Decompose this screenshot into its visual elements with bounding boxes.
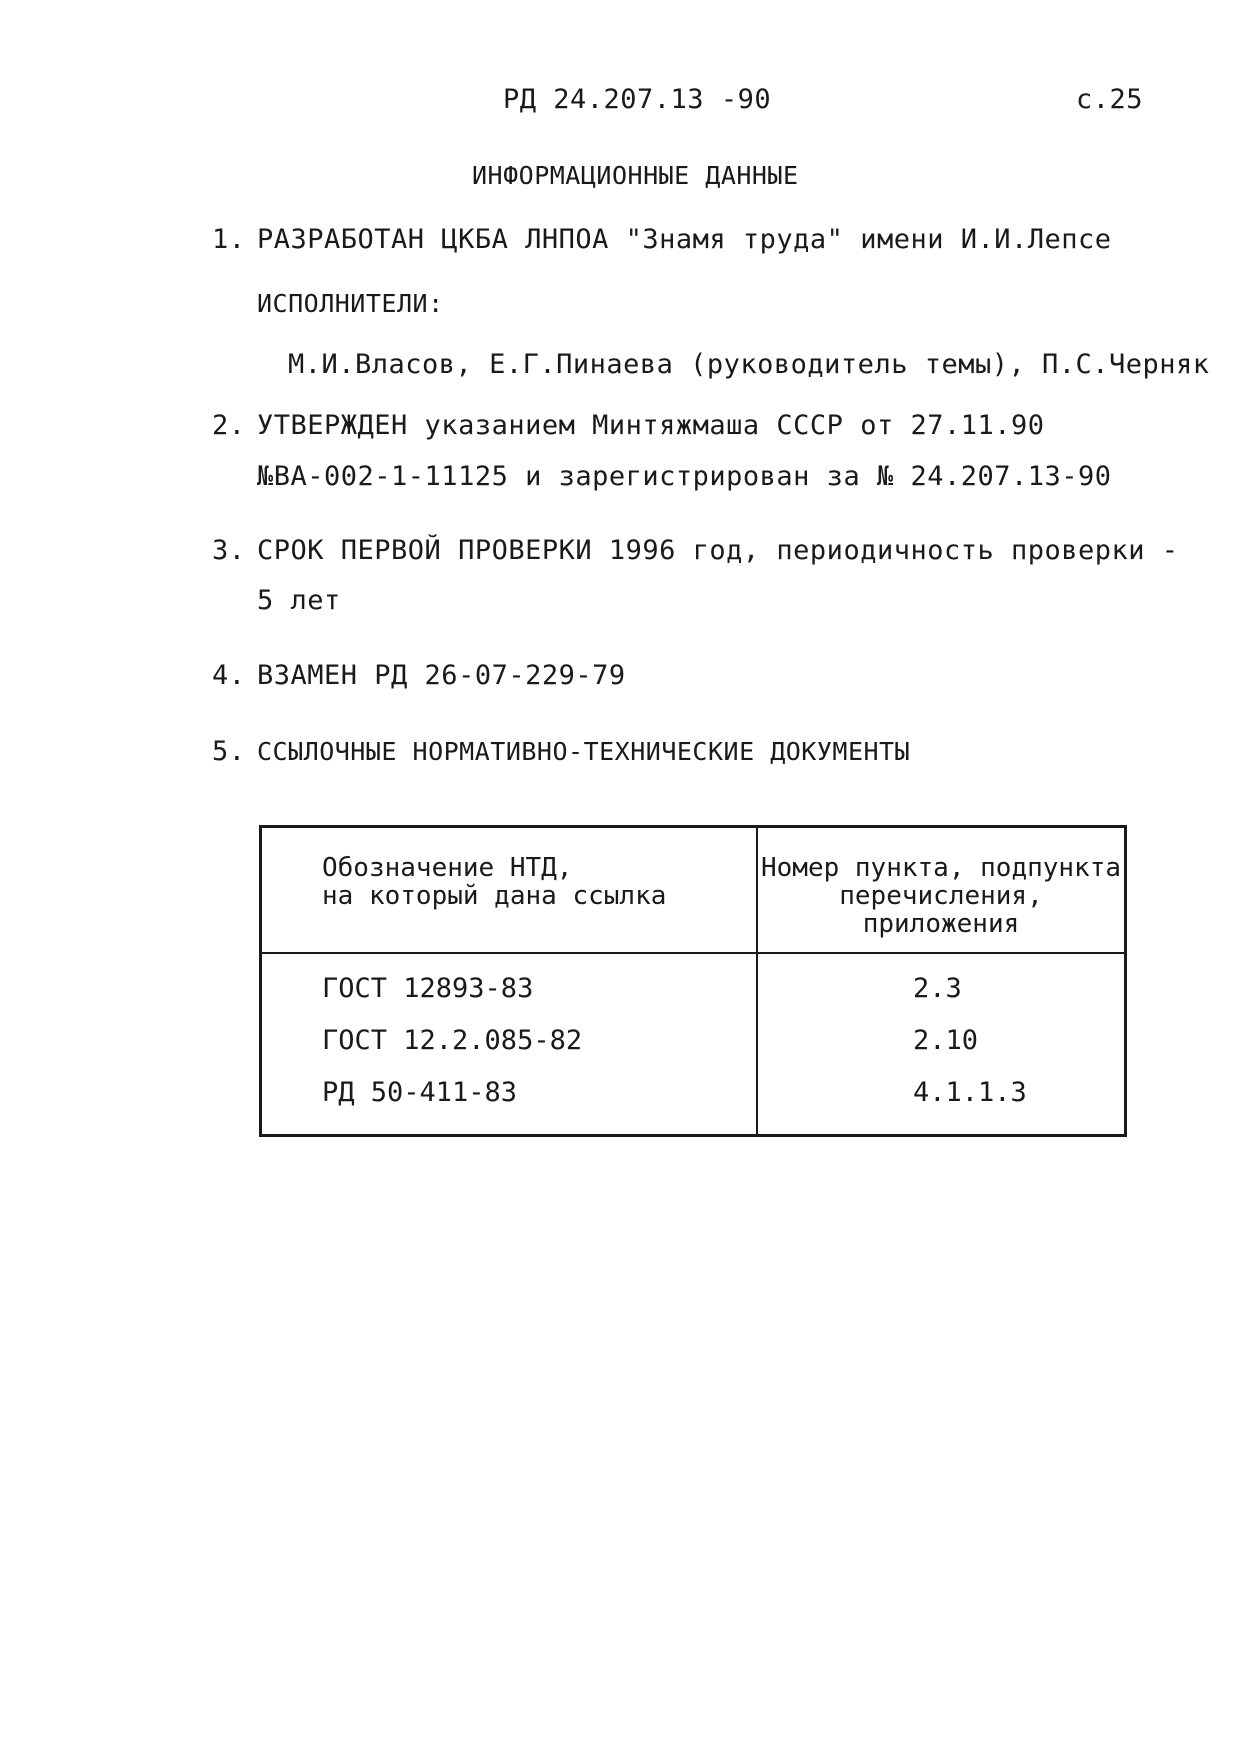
item-2-number: 2. (212, 410, 246, 441)
header-line: Номер пункта, подпункта (760, 853, 1122, 883)
header-line: на который дана ссылка (322, 881, 667, 911)
header-cell-designation (261, 827, 758, 954)
table-cell-clause: 2.3 (757, 953, 1126, 1015)
item-3-line-1: СРОК ПЕРВОЙ ПРОВЕРКИ 1996 год, периодичность проверки - (257, 535, 1179, 566)
page-number: с.25 (1076, 84, 1144, 115)
section-title: ИНФОРМАЦИОННЫЕ ДАННЫЕ (472, 161, 799, 190)
header-line: перечисления, приложения (839, 881, 1043, 939)
reference-documents-table (259, 825, 1127, 1137)
item-2-line-2: №ВА-002-1-11125 и зарегистрирован за № 24.207.13-90 (257, 461, 1112, 492)
table-cell-clause: 2.10 (757, 1015, 1126, 1067)
item-5-text: ССЫЛОЧНЫЕ НОРМАТИВНО-ТЕХНИЧЕСКИЕ ДОКУМЕНТЫ (257, 737, 911, 766)
item-2-line-1: УТВЕРЖДЕН указанием Минтяжмаша СССР от 27.11.90 (257, 410, 1045, 441)
item-1-number: 1. (212, 224, 246, 255)
table-row (261, 1067, 1126, 1136)
table-row (261, 953, 1126, 1015)
item-4-number: 4. (212, 660, 246, 691)
executors-label: ИСПОЛНИТЕЛИ: (257, 289, 444, 318)
item-5-number: 5. (212, 736, 246, 767)
table-header-row (261, 827, 1126, 954)
item-1-text: РАЗРАБОТАН ЦКБА ЛНПОА "Знамя труда" имени И.И.Лепсе (257, 224, 1112, 255)
header-cell-clause (757, 827, 1126, 954)
table-cell-designation: ГОСТ 12893-83 (261, 953, 758, 1015)
item-3-number: 3. (212, 535, 246, 566)
table-cell-designation: РД 50-411-83 (261, 1067, 758, 1136)
executors-names: М.И.Власов, Е.Г.Пинаева (руководитель темы), П.С.Черняк (288, 349, 1210, 380)
header-line: Обозначение НТД, (322, 853, 573, 883)
doc-code-header: РД 24.207.13 -90 (503, 84, 772, 115)
table-cell-clause: 4.1.1.3 (757, 1067, 1126, 1136)
item-4-text: ВЗАМЕН РД 26-07-229-79 (257, 660, 626, 691)
item-3-line-2: 5 лет (257, 585, 341, 616)
table-row (261, 1015, 1126, 1067)
table-cell-designation: ГОСТ 12.2.085-82 (261, 1015, 758, 1067)
